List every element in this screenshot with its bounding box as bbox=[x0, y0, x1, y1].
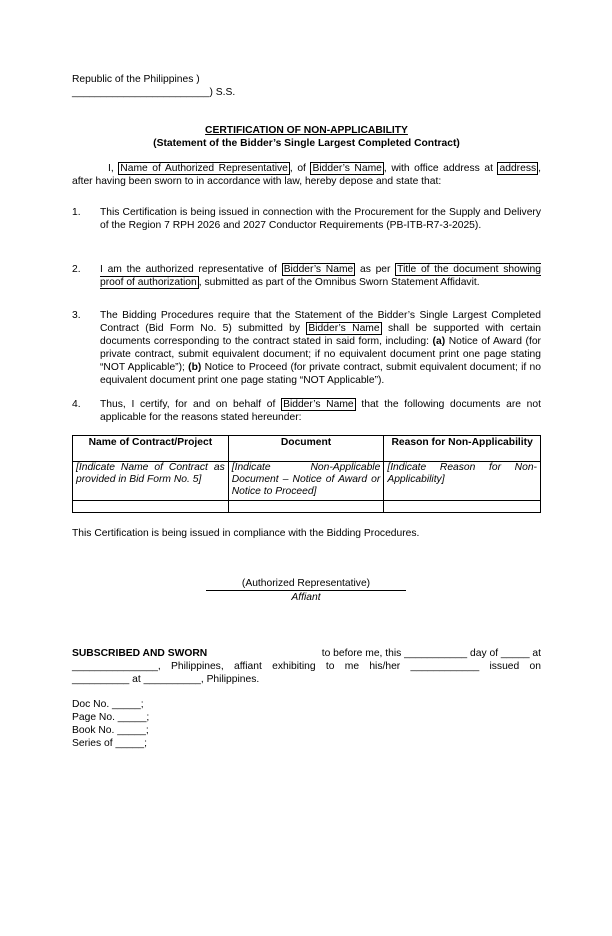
jurat-line-3: __________ at __________, Philippines. bbox=[72, 674, 260, 685]
address-field: address bbox=[499, 163, 537, 174]
jurat-lead: SUBSCRIBED AND SWORN bbox=[72, 648, 208, 659]
bidder-name-field: Bidder’s Name bbox=[283, 264, 354, 275]
item-number-1: 1. bbox=[72, 207, 81, 218]
bidder-name-field: Bidder’s Name bbox=[312, 163, 382, 174]
authorized-representative-field: Name of Authorized Representative bbox=[120, 163, 288, 174]
page-no: Page No. _____; bbox=[72, 712, 150, 723]
authorization-document-field: Title of the document showing proof of authorization bbox=[100, 264, 541, 288]
cell-document: [Indicate Non-Applicable Document – Notice of Award or Notice to Proceed] bbox=[228, 462, 384, 501]
book-no: Book No. _____; bbox=[72, 725, 149, 736]
venue-blank-ss: ________________________) S.S. bbox=[72, 87, 236, 98]
bidder-name-field: Bidder’s Name bbox=[308, 323, 380, 334]
cell-contract-name: [Indicate Name of Contract as provided in Bid Form No. 5] bbox=[73, 462, 229, 501]
signature-name: (Authorized Representative) bbox=[206, 577, 406, 591]
jurat-block bbox=[72, 647, 541, 686]
item-number-4: 4. bbox=[72, 399, 81, 410]
item-paragraph-4: Thus, I certify, for and on behalf of Bidder’s Name that the following documents are not applicable for the reasons stated hereunder: bbox=[100, 399, 541, 423]
bidder-name-field: Bidder’s Name bbox=[283, 399, 354, 410]
series-of: Series of _____; bbox=[72, 738, 147, 749]
header-document: Document bbox=[228, 436, 384, 462]
item-paragraph-3: The Bidding Procedures require that the Statement of the Bidder’s Single Largest Completed Contract (Bid Form No. 5) submitted by Bidder’s Name shall be supported with certain documents corresponding to the contract stated in said form, including: (a) Notice of Award (for private contract, submit equivalent document; if no equivalent document print one page stating “NOT Applicable”); (b) Notice to Proceed (for private contract, submit equivalent document; if no equivalent document print one page stating “NOT Applicable”). bbox=[100, 310, 541, 386]
item-number-3: 3. bbox=[72, 310, 81, 321]
empty-cell bbox=[384, 501, 541, 513]
document-subtitle: (Statement of the Bidder’s Single Largest Completed Contract) bbox=[153, 138, 460, 149]
intro-paragraph: I, Name of Authorized Representative , of Bidder’s Name , with office address at address , after having been sworn to in accordance with law, hereby depose and state that: bbox=[72, 163, 541, 187]
doc-no: Doc No. _____; bbox=[72, 699, 144, 710]
non-applicability-table bbox=[72, 435, 541, 513]
header-reason: Reason for Non-Applicability bbox=[384, 436, 541, 462]
jurat-line-2: _______________, Philippines, affiant exhibiting to me his/her ____________ issued on bbox=[72, 661, 541, 672]
closing-statement: This Certification is being issued in compliance with the Bidding Procedures. bbox=[72, 528, 420, 539]
notarial-register bbox=[72, 698, 149, 750]
country-line: Republic of the Philippines ) bbox=[72, 74, 200, 85]
table-header-row bbox=[73, 436, 541, 462]
jurat-line-1 bbox=[72, 647, 541, 660]
signature-block bbox=[206, 577, 406, 604]
jurat-line-1-text: to before me, this ___________ day of _____ at bbox=[321, 648, 541, 659]
signature-role: Affiant bbox=[291, 592, 321, 603]
empty-cell bbox=[73, 501, 229, 513]
item-paragraph-2: I am the authorized representative of Bidder’s Name as per Title of the document showing proof of authorization , submitted as part of the Omnibus Sworn Statement Affidavit. bbox=[100, 264, 541, 288]
item-number-2: 2. bbox=[72, 264, 81, 275]
item-paragraph-1: This Certification is being issued in connection with the Procurement for the Supply and Delivery of the Region 7 RPH 2026 and 2027 Conductor Requirements (PB-ITB-R7-3-2025). bbox=[100, 207, 541, 231]
table-row-empty bbox=[73, 501, 541, 513]
header-contract-project: Name of Contract/Project bbox=[73, 436, 229, 462]
table-row bbox=[73, 462, 541, 501]
empty-cell bbox=[228, 501, 384, 513]
cell-reason: [Indicate Reason for Non-Applicability] bbox=[384, 462, 541, 501]
document-title: CERTIFICATION OF NON-APPLICABILITY bbox=[205, 125, 408, 136]
